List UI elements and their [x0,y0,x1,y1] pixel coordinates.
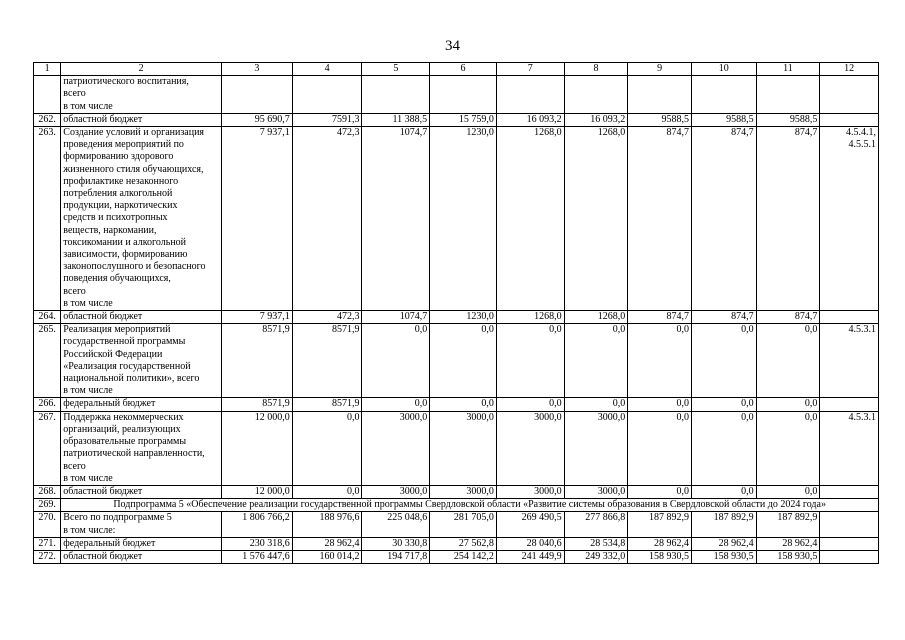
value-cell-col3: 12 000,0 [221,485,292,498]
subprogram-row [34,499,879,512]
target-ref-cell [820,311,879,324]
value-cell-col4 [292,76,362,114]
header-row [34,63,879,76]
row-label: Создание условий и организация проведения мероприятий по формированию здорового жизненного стиля обучающихся, профилактике незаконного потребления алкогольной продукции, наркотических средств и психотропных веществ, наркомании, токсикомании и алкогольной зависимости, формированию законопослушного и безопасного поведения обучающихся, всего в том числе [61,127,222,311]
value-cell-col7: 0,0 [496,324,564,398]
value-cell-col11: 0,0 [756,485,820,498]
row-label: областной бюджет [61,113,222,126]
table-row [34,537,879,550]
value-cell-col3 [221,76,292,114]
value-cell-col6: 3000,0 [430,411,497,485]
table-row [34,113,879,126]
row-label: патриотического воспитания, всего в том числе [61,76,222,114]
value-cell-col11: 874,7 [756,311,820,324]
value-cell-col3: 8571,9 [221,324,292,398]
table-row [34,311,879,324]
value-cell-col5 [362,76,430,114]
value-cell-col5: 3000,0 [362,485,430,498]
row-number [34,76,61,114]
value-cell-col10: 187 892,9 [691,512,756,537]
target-ref-cell [820,76,879,114]
value-cell-col10 [691,76,756,114]
value-cell-col7: 28 040,6 [496,537,564,550]
value-cell-col8: 3000,0 [564,411,628,485]
value-cell-col6: 15 759,0 [430,113,497,126]
value-cell-col6: 254 142,2 [430,550,497,563]
value-cell-col4: 160 014,2 [292,550,362,563]
value-cell-col9: 0,0 [628,411,692,485]
page-number: 34 [445,38,460,54]
header-cell-5: 5 [362,63,430,76]
row-number: 267. [34,411,61,485]
row-number: 265. [34,324,61,398]
value-cell-col4: 188 976,6 [292,512,362,537]
header-cell-6: 6 [430,63,497,76]
value-cell-col7: 241 449,9 [496,550,564,563]
value-cell-col6: 1230,0 [430,127,497,311]
value-cell-col6: 0,0 [430,398,497,411]
target-ref-cell [820,113,879,126]
value-cell-col5: 0,0 [362,324,430,398]
header-cell-11: 11 [756,63,820,76]
target-ref-cell: 4.5.4.1, 4.5.5.1 [820,127,879,311]
value-cell-col3: 230 318,6 [221,537,292,550]
row-label: областной бюджет [61,311,222,324]
value-cell-col11: 0,0 [756,324,820,398]
subprogram-title: Подпрограмма 5 «Обеспечение реализации государственной программы Свердловской области «Развитие системы образования в Свердловской области до 2024 года» [61,499,879,512]
value-cell-col10: 0,0 [691,485,756,498]
value-cell-col10: 874,7 [691,311,756,324]
target-ref-cell [820,398,879,411]
table-row [34,324,879,398]
header-cell-7: 7 [496,63,564,76]
value-cell-col5: 0,0 [362,398,430,411]
row-number: 271. [34,537,61,550]
table-row [34,76,879,114]
header-cell-9: 9 [628,63,692,76]
value-cell-col9: 0,0 [628,485,692,498]
value-cell-col4: 0,0 [292,485,362,498]
value-cell-col3: 1 576 447,6 [221,550,292,563]
value-cell-col5: 1074,7 [362,127,430,311]
value-cell-col9 [628,76,692,114]
value-cell-col6 [430,76,497,114]
value-cell-col9: 187 892,9 [628,512,692,537]
value-cell-col3: 7 937,1 [221,311,292,324]
value-cell-col8: 1268,0 [564,127,628,311]
row-number: 266. [34,398,61,411]
value-cell-col5: 11 388,5 [362,113,430,126]
row-label: областной бюджет [61,550,222,563]
value-cell-col3: 1 806 766,2 [221,512,292,537]
header-cell-10: 10 [691,63,756,76]
value-cell-col7: 16 093,2 [496,113,564,126]
value-cell-col6: 281 705,0 [430,512,497,537]
value-cell-col4: 8571,9 [292,324,362,398]
header-cell-12: 12 [820,63,879,76]
header-cell-3: 3 [221,63,292,76]
header-cell-4: 4 [292,63,362,76]
row-label: Поддержка некоммерческих организаций, реализующих образовательные программы патриотической направленности, всего в том числе [61,411,222,485]
value-cell-col8: 277 866,8 [564,512,628,537]
value-cell-col5: 3000,0 [362,411,430,485]
row-number: 268. [34,485,61,498]
row-number: 270. [34,512,61,537]
value-cell-col9: 0,0 [628,398,692,411]
row-label: Реализация мероприятий государственной программы Российской Федерации «Реализация государственной национальной политики», всего в том числе [61,324,222,398]
value-cell-col4: 472,3 [292,311,362,324]
value-cell-col7: 0,0 [496,398,564,411]
value-cell-col4: 472,3 [292,127,362,311]
row-number: 263. [34,127,61,311]
value-cell-col10: 0,0 [691,398,756,411]
value-cell-col5: 225 048,6 [362,512,430,537]
row-label: федеральный бюджет [61,398,222,411]
value-cell-col5: 1074,7 [362,311,430,324]
row-label: областной бюджет [61,485,222,498]
value-cell-col3: 7 937,1 [221,127,292,311]
value-cell-col5: 194 717,8 [362,550,430,563]
target-ref-cell [820,537,879,550]
value-cell-col8 [564,76,628,114]
value-cell-col7: 3000,0 [496,485,564,498]
value-cell-col11: 0,0 [756,398,820,411]
value-cell-col10: 0,0 [691,411,756,485]
value-cell-col8: 0,0 [564,398,628,411]
row-label: Всего по подпрограмме 5 в том числе: [61,512,222,537]
table-row [34,398,879,411]
header-cell-8: 8 [564,63,628,76]
value-cell-col9: 28 962,4 [628,537,692,550]
value-cell-col3: 95 690,7 [221,113,292,126]
target-ref-cell: 4.5.3.1 [820,411,879,485]
row-number: 269. [34,499,61,512]
value-cell-col8: 1268,0 [564,311,628,324]
value-cell-col4: 28 962,4 [292,537,362,550]
table-row [34,411,879,485]
table-row [34,550,879,563]
budget-table [33,62,879,564]
value-cell-col7: 1268,0 [496,311,564,324]
value-cell-col9: 874,7 [628,127,692,311]
value-cell-col6: 1230,0 [430,311,497,324]
value-cell-col7: 1268,0 [496,127,564,311]
value-cell-col8: 0,0 [564,324,628,398]
value-cell-col4: 8571,9 [292,398,362,411]
value-cell-col9: 874,7 [628,311,692,324]
value-cell-col10: 28 962,4 [691,537,756,550]
value-cell-col6: 27 562,8 [430,537,497,550]
value-cell-col6: 3000,0 [430,485,497,498]
value-cell-col4: 0,0 [292,411,362,485]
row-number: 272. [34,550,61,563]
value-cell-col11: 0,0 [756,411,820,485]
value-cell-col9: 0,0 [628,324,692,398]
value-cell-col11: 874,7 [756,127,820,311]
value-cell-col8: 249 332,0 [564,550,628,563]
target-ref-cell [820,550,879,563]
table-row [34,512,879,537]
value-cell-col4: 7591,3 [292,113,362,126]
value-cell-col5: 30 330,8 [362,537,430,550]
value-cell-col7: 269 490,5 [496,512,564,537]
value-cell-col10: 9588,5 [691,113,756,126]
value-cell-col7: 3000,0 [496,411,564,485]
value-cell-col10: 0,0 [691,324,756,398]
header-cell-2: 2 [61,63,222,76]
value-cell-col11: 187 892,9 [756,512,820,537]
value-cell-col8: 16 093,2 [564,113,628,126]
value-cell-col11: 28 962,4 [756,537,820,550]
target-ref-cell [820,485,879,498]
target-ref-cell [820,512,879,537]
value-cell-col11: 9588,5 [756,113,820,126]
value-cell-col6: 0,0 [430,324,497,398]
value-cell-col9: 9588,5 [628,113,692,126]
value-cell-col8: 28 534,8 [564,537,628,550]
value-cell-col8: 3000,0 [564,485,628,498]
row-label: федеральный бюджет [61,537,222,550]
value-cell-col3: 8571,9 [221,398,292,411]
header-cell-1: 1 [34,63,61,76]
table-row [34,485,879,498]
value-cell-col7 [496,76,564,114]
value-cell-col3: 12 000,0 [221,411,292,485]
table-row [34,127,879,311]
value-cell-col11 [756,76,820,114]
value-cell-col10: 874,7 [691,127,756,311]
value-cell-col9: 158 930,5 [628,550,692,563]
value-cell-col10: 158 930,5 [691,550,756,563]
row-number: 264. [34,311,61,324]
value-cell-col11: 158 930,5 [756,550,820,563]
target-ref-cell: 4.5.3.1 [820,324,879,398]
row-number: 262. [34,113,61,126]
